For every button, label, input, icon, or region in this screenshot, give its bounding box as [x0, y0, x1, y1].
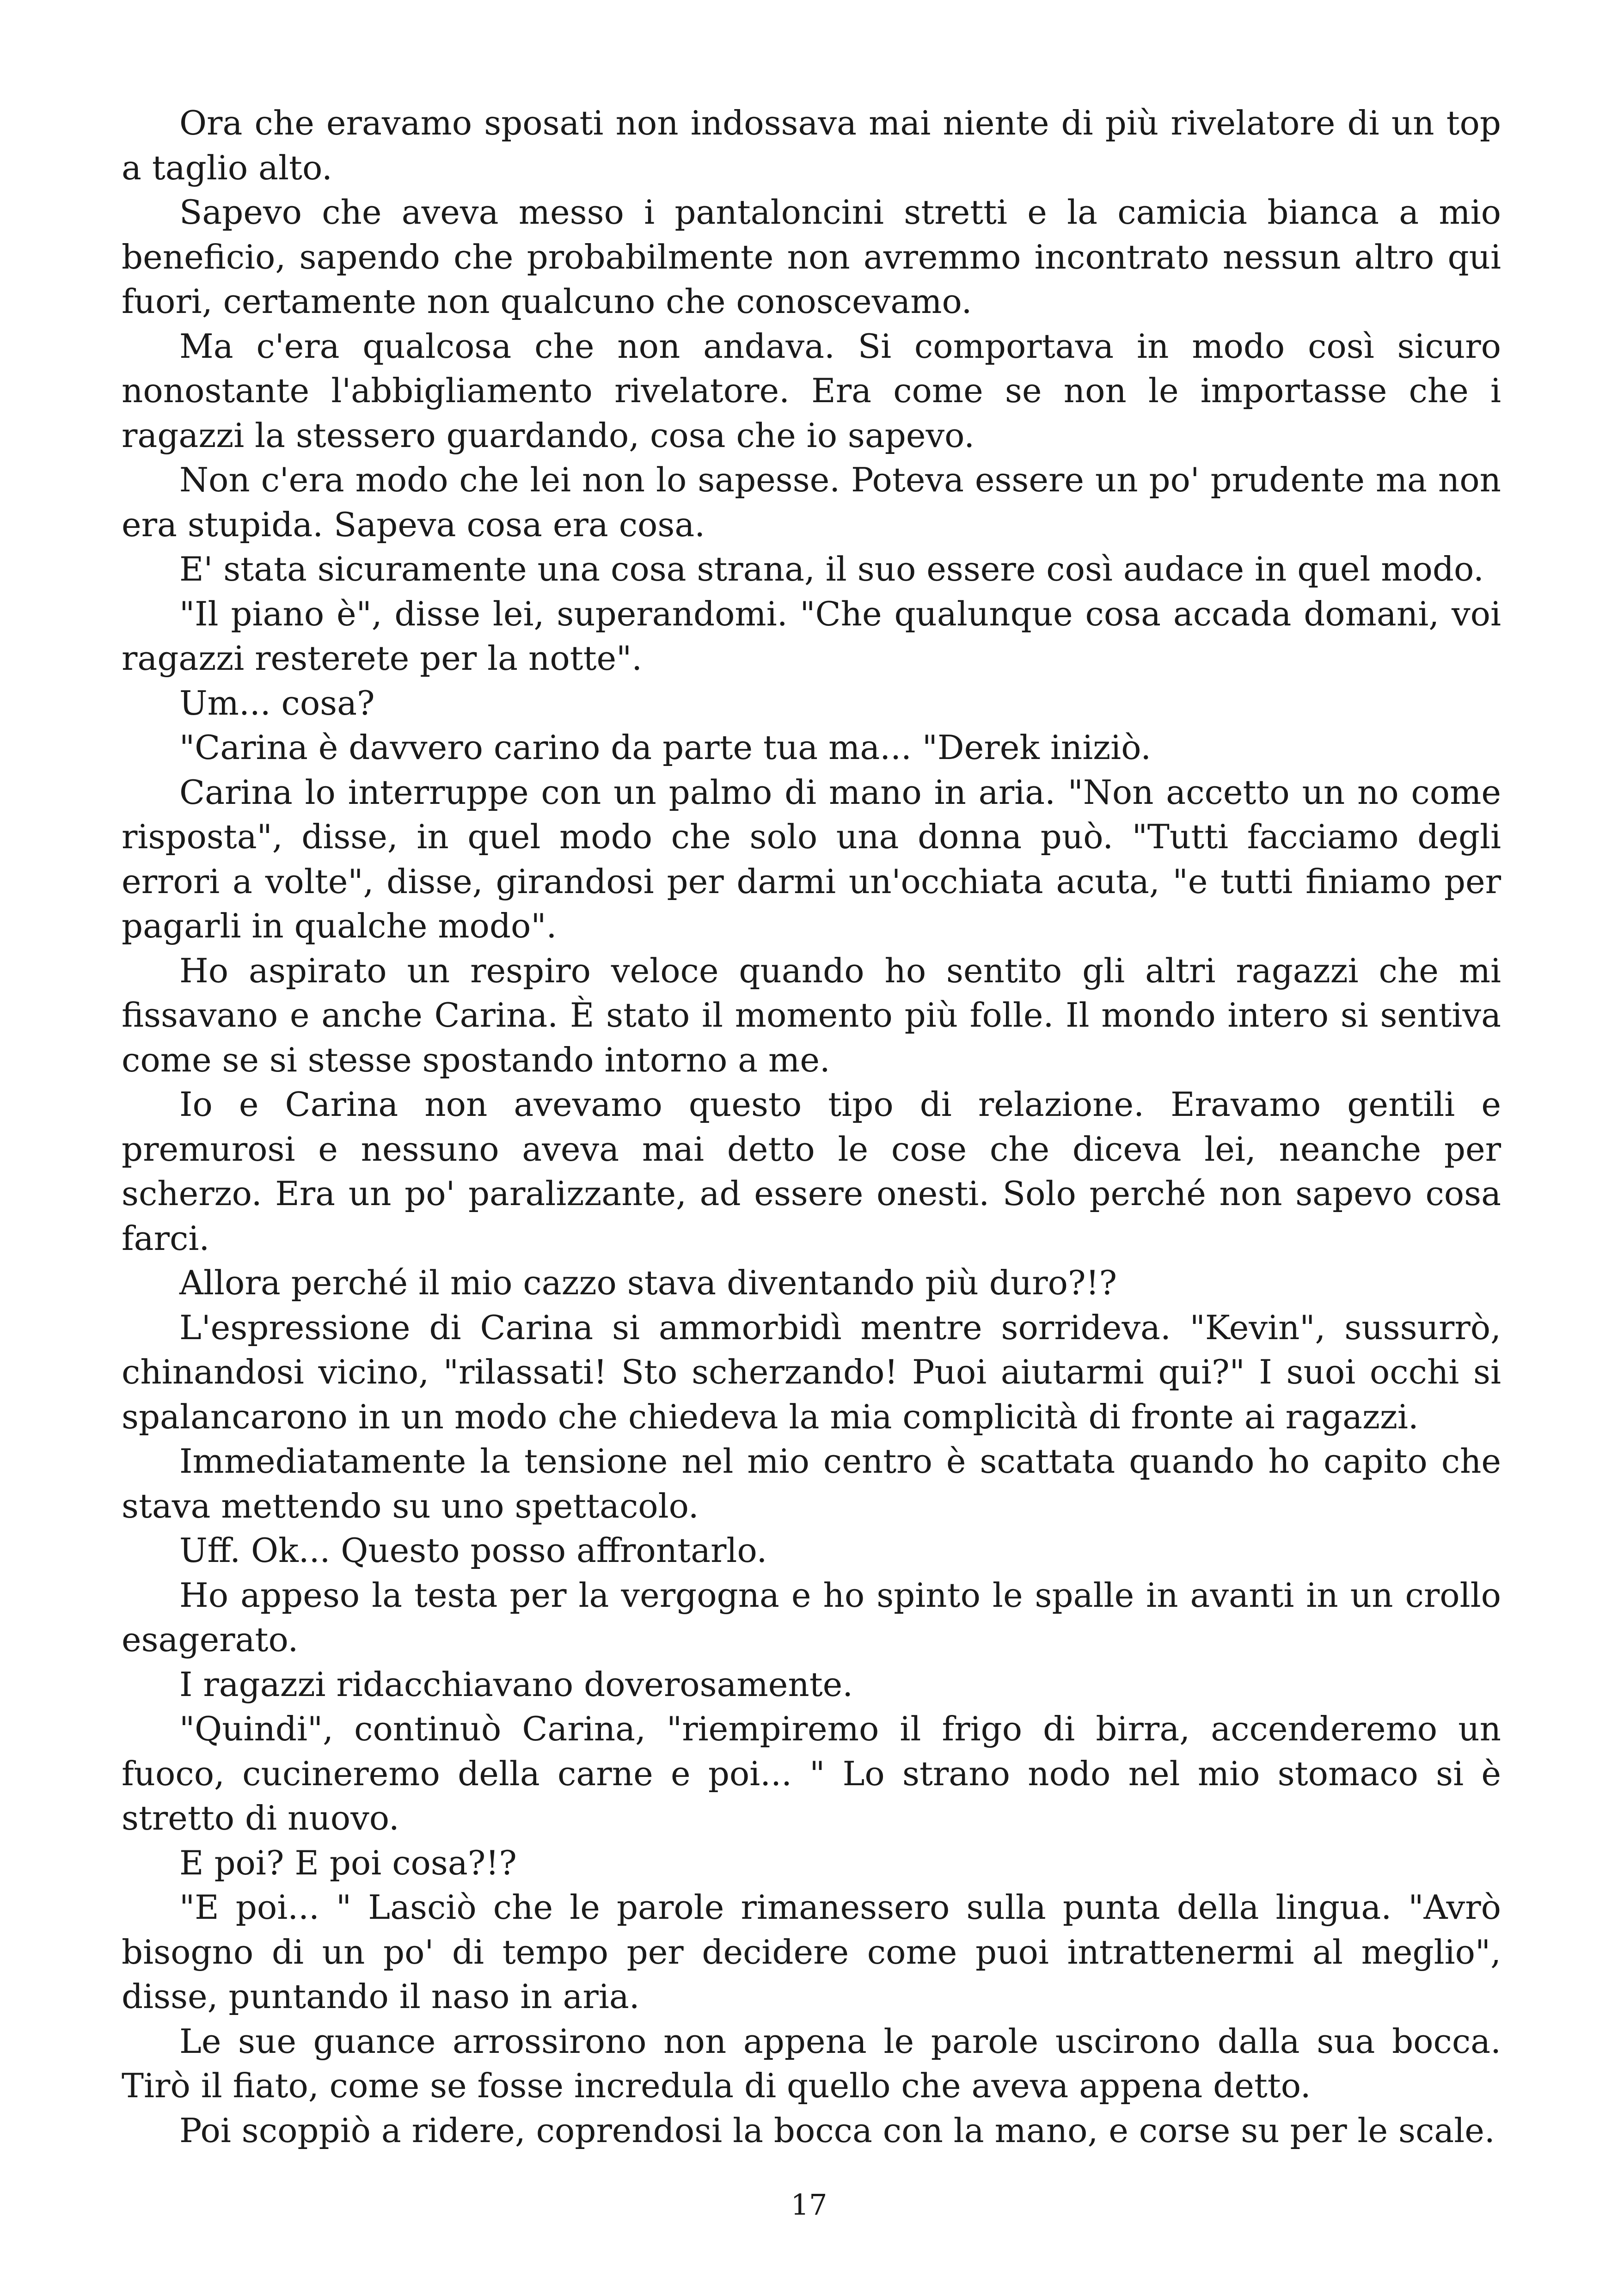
- paragraph: Ho aspirato un respiro veloce quando ho sentito gli altri ragazzi che mi fissavano e anche Carina. È stato il momento più folle. Il mondo intero si sentiva come se si stesse spostando intorno a me.: [122, 951, 1501, 1079]
- page-number: 17: [791, 2188, 827, 2222]
- paragraph: Ora che eravamo sposati non indossava mai niente di più rivelatore di un top a taglio alto.: [122, 104, 1501, 187]
- paragraph: "Il piano è", disse lei, superandomi. "Che qualunque cosa accada domani, voi ragazzi resterete per la notte".: [122, 594, 1501, 678]
- paragraph: Ho appeso la testa per la vergogna e ho spinto le spalle in avanti in un crollo esagerato.: [122, 1575, 1501, 1659]
- paragraph: E poi? E poi cosa?!?: [179, 1843, 517, 1882]
- paragraph: Ma c'era qualcosa che non andava. Si comportava in modo così sicuro nonostante l'abbigliamento rivelatore. Era come se non le importasse che i ragazzi la stessero guardando, cosa che io sapevo.: [122, 326, 1501, 455]
- paragraph: Carina lo interruppe con un palmo di mano in aria. "Non accetto un no come risposta", disse, in quel modo che solo una donna può. "Tutti facciamo degli errori a volte", disse, girandosi per darmi un'occhiata acuta, "e tutti finiamo per pagarli in qualche modo".: [122, 772, 1501, 945]
- paragraph: Immediatamente la tensione nel mio centro è scattata quando ho capito che stava mettendo su uno spettacolo.: [122, 1442, 1501, 1525]
- paragraph: Non c'era modo che lei non lo sapesse. Poteva essere un po' prudente ma non era stupida. Sapeva cosa era cosa.: [122, 460, 1501, 544]
- paragraph: E' stata sicuramente una cosa strana, il suo essere così audace in quel modo.: [179, 550, 1484, 588]
- paragraph: "Quindi", continuò Carina, "riempiremo il frigo di birra, accenderemo un fuoco, cucineremo della carne e poi... " Lo strano nodo nel mio stomaco si è stretto di nuovo.: [122, 1709, 1501, 1837]
- paragraph: Le sue guance arrossirono non appena le parole uscirono dalla sua bocca. Tirò il fiato, come se fosse incredula di quello che aveva appena detto.: [122, 2021, 1501, 2105]
- body-text: [122, 101, 1501, 2153]
- paragraph: Um... cosa?: [179, 683, 375, 722]
- paragraph: Sapevo che aveva messo i pantaloncini stretti e la camicia bianca a mio beneficio, sapendo che probabilmente non avremmo incontrato nessun altro qui fuori, certamente non qualcuno che conoscevamo.: [122, 193, 1501, 321]
- paragraph: Poi scoppiò a ridere, coprendosi la bocca con la mano, e corse su per le scale.: [179, 2111, 1495, 2150]
- paragraph: Allora perché il mio cazzo stava diventando più duro?!?: [179, 1263, 1117, 1302]
- paragraph: "Carina è davvero carino da parte tua ma... "Derek iniziò.: [179, 728, 1152, 767]
- paragraph: "E poi... " Lasciò che le parole rimanessero sulla punta della lingua. "Avrò bisogno di un po' di tempo per decidere come puoi intrattenermi al meglio", disse, puntando il naso in aria.: [122, 1888, 1501, 2016]
- paragraph: Uff. Ok... Questo posso affrontarlo.: [179, 1531, 767, 1570]
- paragraph: I ragazzi ridacchiavano doverosamente.: [179, 1665, 853, 1704]
- paragraph: Io e Carina non avevamo questo tipo di relazione. Eravamo gentili e premurosi e nessuno aveva mai detto le cose che diceva lei, neanche per scherzo. Era un po' paralizzante, ad essere onesti. Solo perché non sapevo cosa farci.: [122, 1085, 1501, 1258]
- paragraph: L'espressione di Carina si ammorbidì mentre sorrideva. "Kevin", sussurrò, chinandosi vicino, "rilassati! Sto scherzando! Puoi aiutarmi qui?" I suoi occhi si spalancarono in un modo che chiedeva la mia complicità di fronte ai ragazzi.: [122, 1308, 1501, 1436]
